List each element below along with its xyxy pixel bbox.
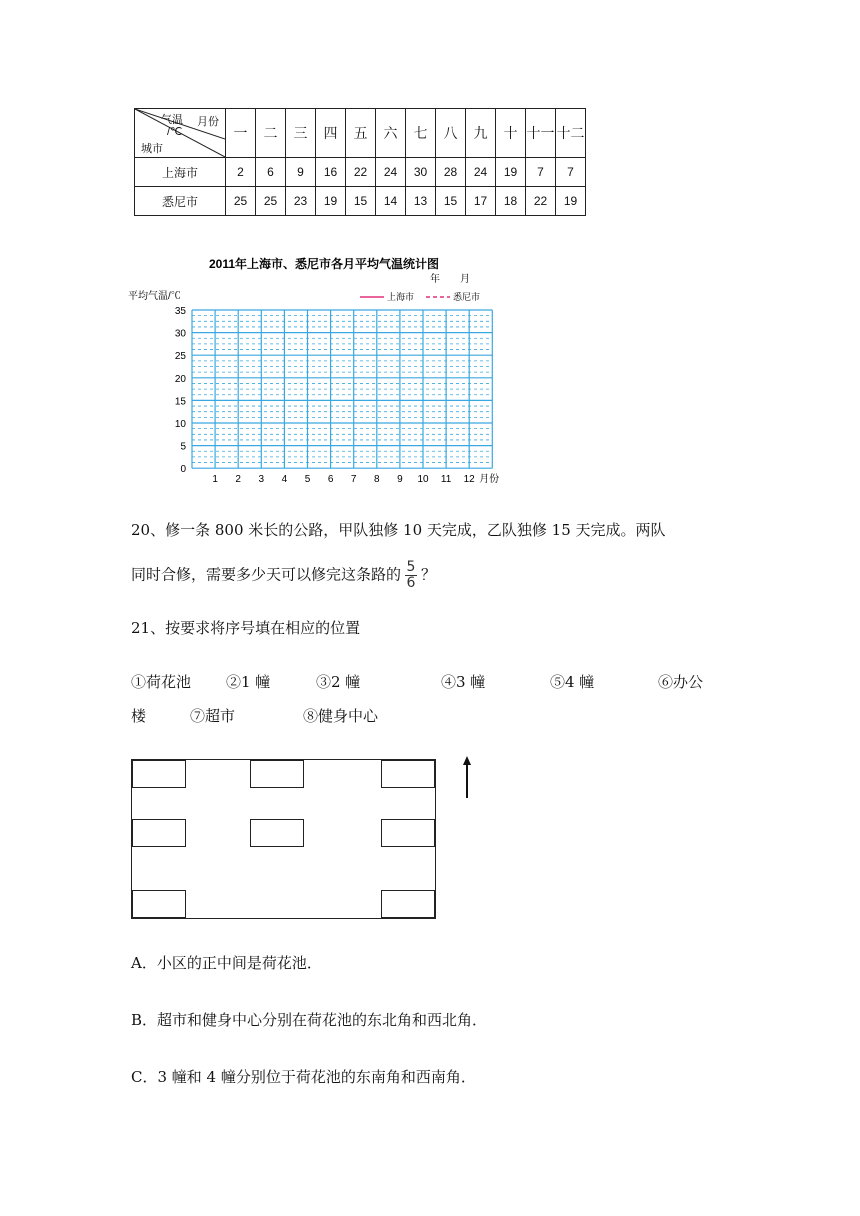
chart-title: 2011年上海市、悉尼市各月平均气温统计图 bbox=[208, 257, 440, 271]
option-item: ⑧健身中心 bbox=[303, 707, 379, 725]
y-tick-label: 15 bbox=[174, 396, 186, 408]
y-tick-label: 35 bbox=[174, 306, 186, 317]
month-header: 六 bbox=[376, 109, 406, 158]
y-tick-label: 10 bbox=[174, 419, 186, 430]
question-mark: ？ bbox=[421, 565, 437, 584]
corner-label-unit: /℃ bbox=[167, 126, 183, 138]
table-cell: 19 bbox=[556, 187, 586, 216]
temperature-table bbox=[134, 108, 586, 216]
table-cell: 18 bbox=[496, 187, 526, 216]
option-item: ②1 幢 bbox=[226, 673, 271, 691]
month-header: 二 bbox=[256, 109, 286, 158]
x-tick-label: 8 bbox=[374, 474, 380, 486]
table-cell: 22 bbox=[526, 187, 556, 216]
corner-label-temp: 气温 bbox=[161, 114, 183, 126]
table-cell: 25 bbox=[226, 187, 256, 216]
x-axis-label: 月份 bbox=[479, 474, 500, 486]
y-axis-ticks bbox=[175, 306, 187, 475]
month-header: 八 bbox=[436, 109, 466, 158]
x-tick-label: 5 bbox=[304, 474, 311, 486]
map-slot-middle-right[interactable] bbox=[381, 819, 435, 847]
table-row bbox=[135, 187, 586, 216]
y-tick-label: 0 bbox=[180, 464, 186, 476]
month-header: 五 bbox=[346, 109, 376, 158]
y-tick-label: 30 bbox=[174, 328, 186, 340]
chart-grid bbox=[192, 310, 492, 468]
option-item: 楼 bbox=[131, 707, 147, 725]
table-cell: 28 bbox=[436, 158, 466, 187]
x-tick-label: 11 bbox=[440, 474, 452, 486]
table-cell: 19 bbox=[496, 158, 526, 187]
y-tick-label: 25 bbox=[174, 351, 186, 363]
table-cell: 22 bbox=[346, 158, 376, 187]
north-arrow-icon bbox=[460, 756, 474, 800]
table-cell: 7 bbox=[526, 158, 556, 187]
corner-label-month: 月份 bbox=[197, 116, 219, 128]
statement-b: B．超市和健身中心分别在荷花池的东北角和西北角． bbox=[131, 1011, 488, 1029]
table-cell: 13 bbox=[406, 187, 436, 216]
x-tick-label: 7 bbox=[350, 474, 357, 486]
city-cell: 悉尼市 bbox=[135, 187, 226, 216]
month-header: 十二 bbox=[556, 109, 586, 158]
x-tick-label: 10 bbox=[417, 474, 429, 486]
chart-legend bbox=[360, 291, 480, 302]
table-cell: 25 bbox=[256, 187, 286, 216]
table-cell: 14 bbox=[376, 187, 406, 216]
option-item: ④3 幢 bbox=[441, 673, 486, 691]
table-cell: 15 bbox=[346, 187, 376, 216]
x-tick-label: 3 bbox=[258, 474, 265, 486]
month-header: 七 bbox=[406, 109, 436, 158]
table-header-row bbox=[135, 109, 586, 158]
table-cell: 24 bbox=[376, 158, 406, 187]
table-cell: 15 bbox=[436, 187, 466, 216]
table-cell: 17 bbox=[466, 187, 496, 216]
temperature-line-chart bbox=[128, 250, 518, 490]
legend-label: 上海市 bbox=[387, 292, 415, 302]
table-cell: 16 bbox=[316, 158, 346, 187]
fraction-denominator: 6 bbox=[406, 575, 416, 591]
city-cell: 上海市 bbox=[135, 158, 226, 187]
map-slot-top-center[interactable] bbox=[250, 760, 304, 788]
map-slot-middle-left[interactable] bbox=[132, 819, 186, 847]
map-slot-bottom-right[interactable] bbox=[381, 890, 435, 918]
option-item: ①荷花池 bbox=[131, 673, 192, 691]
question-20-line-1: 20、修一条 800 米长的公路，甲队独修 10 天完成，乙队独修 15 天完成。两队 bbox=[131, 521, 666, 539]
table-cell: 9 bbox=[286, 158, 316, 187]
y-axis-label: 平均气温/℃ bbox=[128, 291, 181, 302]
y-tick-label: 20 bbox=[174, 373, 186, 385]
x-tick-label: 9 bbox=[397, 474, 403, 486]
map-slot-center[interactable] bbox=[250, 819, 304, 847]
x-tick-label: 1 bbox=[212, 474, 218, 486]
month-header: 九 bbox=[466, 109, 496, 158]
month-header: 十一 bbox=[526, 109, 556, 158]
community-map bbox=[131, 759, 436, 919]
option-item: ⑤4 幢 bbox=[550, 673, 595, 691]
question-21-title: 21、按要求将序号填在相应的位置 bbox=[131, 619, 361, 637]
table-cell: 7 bbox=[556, 158, 586, 187]
x-axis-ticks bbox=[212, 474, 475, 485]
question-20-text: 同时合修，需要多少天可以修完这条路的 bbox=[131, 565, 402, 584]
y-tick-label: 5 bbox=[180, 441, 186, 453]
x-tick-label: 12 bbox=[463, 474, 475, 486]
option-item: ⑥办公 bbox=[658, 673, 704, 691]
table-cell: 6 bbox=[256, 158, 286, 187]
statement-a: A．小区的正中间是荷花池． bbox=[131, 954, 322, 972]
map-slot-top-left[interactable] bbox=[132, 760, 186, 788]
map-slot-top-right[interactable] bbox=[381, 760, 435, 788]
table-cell: 24 bbox=[466, 158, 496, 187]
fraction-numerator: 5 bbox=[406, 559, 416, 575]
x-tick-label: 2 bbox=[235, 474, 241, 486]
month-header: 十 bbox=[496, 109, 526, 158]
table-row bbox=[135, 158, 586, 187]
x-tick-label: 4 bbox=[281, 474, 288, 486]
legend-label: 悉尼市 bbox=[453, 292, 481, 302]
table-corner-cell bbox=[135, 109, 226, 158]
table-cell: 23 bbox=[286, 187, 316, 216]
month-header: 三 bbox=[286, 109, 316, 158]
x-tick-label: 6 bbox=[327, 474, 334, 486]
option-item: ③2 幢 bbox=[316, 673, 361, 691]
chart-date-label: 年 月 bbox=[430, 274, 470, 285]
month-header: 四 bbox=[316, 109, 346, 158]
option-item: ⑦超市 bbox=[190, 707, 236, 725]
fraction bbox=[405, 560, 417, 591]
month-header: 一 bbox=[226, 109, 256, 158]
table-cell: 2 bbox=[226, 158, 256, 187]
question-20-line-2 bbox=[131, 560, 436, 591]
table-cell: 19 bbox=[316, 187, 346, 216]
statement-c: C．3 幢和 4 幢分别位于荷花池的东南角和西南角． bbox=[131, 1068, 476, 1086]
corner-label-city: 城市 bbox=[141, 143, 163, 155]
table-cell: 30 bbox=[406, 158, 436, 187]
map-slot-bottom-left[interactable] bbox=[132, 890, 186, 918]
